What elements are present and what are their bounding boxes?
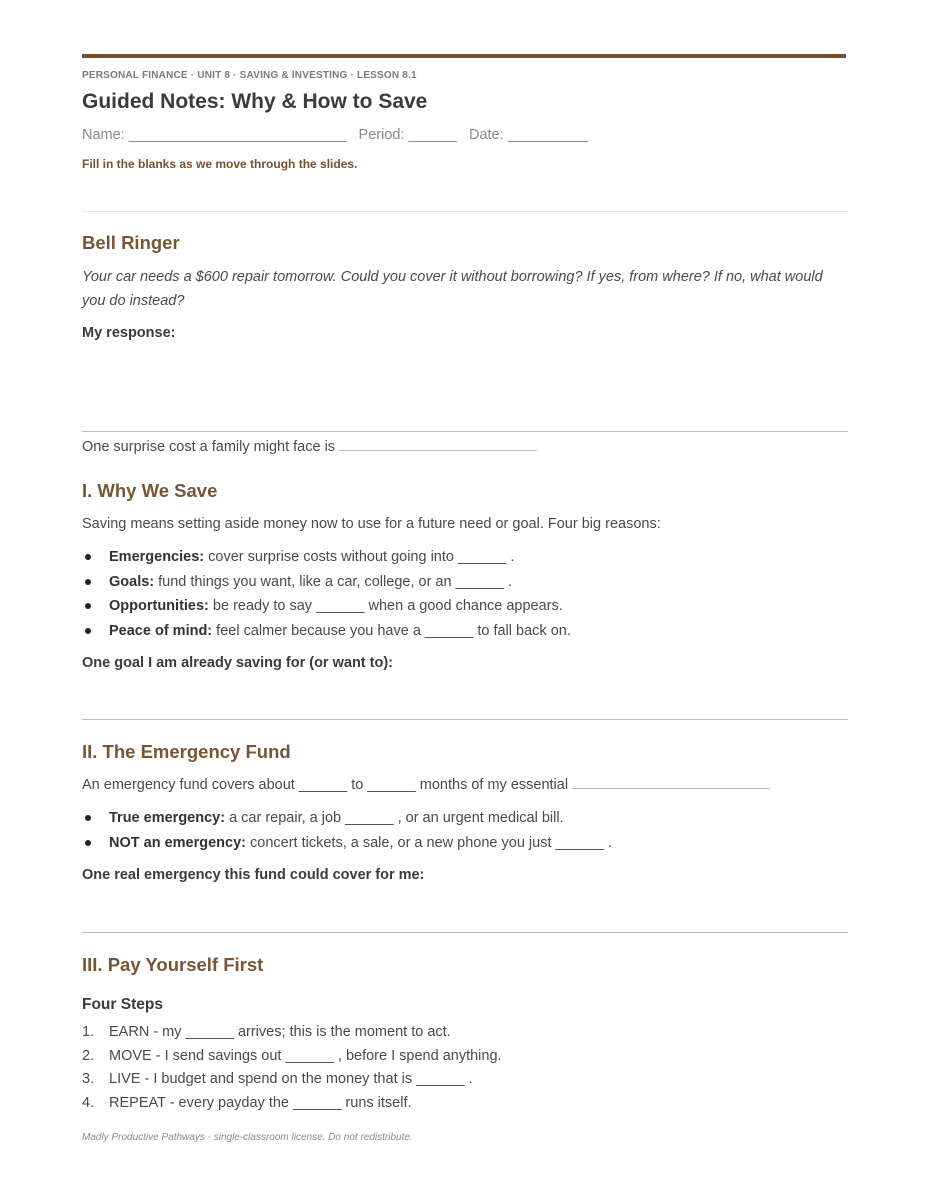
list-item — [82, 594, 571, 619]
instructions: Fill in the blanks as we move through the slides. — [82, 157, 358, 171]
steps-list — [82, 1021, 502, 1115]
emergency-fund-heading: II. The Emergency Fund — [82, 741, 291, 762]
surprise-cost-line — [82, 435, 537, 459]
reason-label: Goals: — [109, 573, 155, 590]
why-save-heading: I. Why We Save — [82, 480, 218, 501]
footer-license: Madly Productive Pathways - single-classroom license. Do not redistribute. — [82, 1132, 413, 1143]
breadcrumb: PERSONAL FINANCE · UNIT 8 · SAVING & INVESTING · LESSON 8.1 — [82, 70, 417, 81]
four-steps-heading: Four Steps — [82, 996, 163, 1013]
list-item — [82, 619, 571, 644]
list-item — [82, 545, 571, 570]
list-item — [82, 831, 612, 856]
emergency-list — [82, 806, 612, 855]
response-label: My response: — [82, 325, 176, 341]
emergency-text: a car repair, a job ______ , or an urgent medical bill. — [225, 810, 564, 826]
step-number: 3. — [82, 1071, 95, 1087]
page-title: Guided Notes: Why & How to Save — [82, 90, 428, 113]
list-item — [82, 1068, 502, 1092]
reason-text: feel calmer because you have a ______ to fall back on. — [212, 622, 571, 639]
reason-label: Emergencies: — [109, 549, 205, 565]
section-divider — [82, 211, 848, 212]
step-number: 1. — [82, 1024, 95, 1040]
bullet-icon — [85, 603, 91, 609]
reason-text: be ready to say ______ when a good chance appears. — [208, 598, 563, 614]
bullet-icon — [85, 628, 91, 634]
step-text: EARN - my ______ arrives; this is the moment to act. — [109, 1024, 451, 1040]
reason-text: fund things you want, like a car, college, or an ______ . — [154, 573, 513, 590]
list-item — [82, 806, 612, 831]
step-text: MOVE - I send savings out ______ , before I spend anything. — [109, 1047, 502, 1064]
reason-label: Opportunities: — [109, 598, 209, 614]
reasons-list — [82, 545, 571, 643]
surprise-cost-text: One surprise cost a family might face is — [82, 439, 336, 455]
list-item — [82, 1021, 502, 1045]
bell-ringer-heading: Bell Ringer — [82, 232, 180, 253]
bullet-icon — [85, 840, 91, 846]
emergency-label: True emergency: — [109, 810, 226, 826]
pay-yourself-heading: III. Pay Yourself First — [82, 954, 264, 975]
emergency-fund-intro-line — [82, 773, 770, 797]
reason-text: cover surprise costs without going into ______ . — [204, 549, 515, 565]
bell-ringer-prompt: Your car needs a $600 repair tomorrow. Could you cover it without borrowing? If yes, from where? If no, what would you do instead? — [82, 269, 823, 309]
bullet-icon — [85, 579, 91, 585]
emergency-label: NOT an emergency: — [109, 834, 246, 851]
surprise-cost-blank[interactable] — [339, 436, 537, 451]
goal-label: One goal I am already saving for (or want to): — [82, 655, 393, 671]
step-number: 4. — [82, 1094, 95, 1111]
why-save-intro: Saving means setting aside money now to use for a future need or goal. Four big reasons: — [82, 516, 661, 532]
step-number: 2. — [82, 1047, 95, 1064]
section-divider — [82, 932, 848, 933]
name-period-date-row: Name: ___________________________ Period: ______ Date: __________ — [82, 127, 589, 143]
reason-label: Peace of mind: — [109, 622, 213, 639]
step-text: REPEAT - every payday the ______ runs itself. — [109, 1094, 412, 1111]
list-item — [82, 570, 571, 595]
list-item — [82, 1092, 502, 1116]
essentials-blank[interactable] — [572, 774, 770, 789]
real-emergency-label: One real emergency this fund could cover for me: — [82, 867, 425, 883]
emergency-text: concert tickets, a sale, or a new phone you just ______ . — [246, 834, 612, 851]
response-line — [82, 431, 848, 432]
top-rule — [82, 54, 846, 58]
section-divider — [82, 719, 848, 720]
list-item — [82, 1045, 502, 1069]
bullet-icon — [85, 554, 91, 560]
bullet-icon — [85, 815, 91, 821]
step-text: LIVE - I budget and spend on the money that is ______ . — [109, 1071, 473, 1087]
emergency-fund-intro: An emergency fund covers about ______ to ______ months of my essential — [82, 777, 569, 793]
